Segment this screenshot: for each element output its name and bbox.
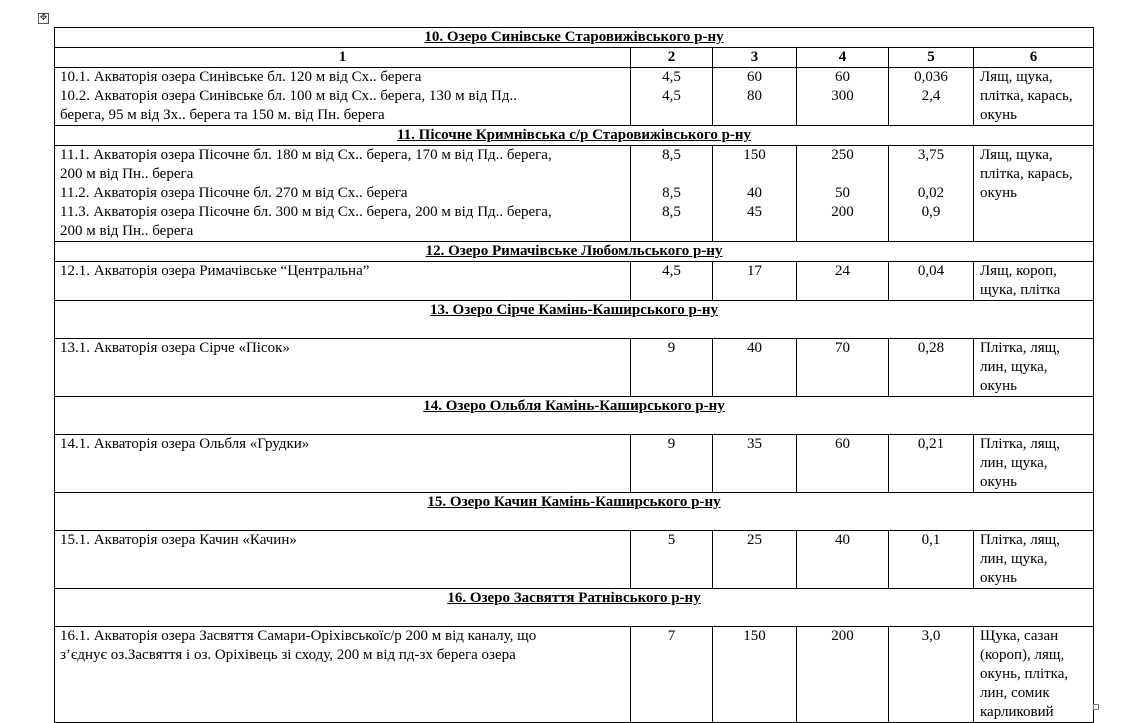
width-values: 250 50 200 [797, 146, 889, 242]
depth-value: 9 [631, 339, 713, 397]
table-row [55, 262, 1094, 301]
area-values: 0,036 2,4 [889, 68, 974, 126]
depth-value: 4,5 [631, 262, 713, 301]
area-description: 10.1. Акваторія озера Синівське бл. 120 м від Сх.. берега 10.2. Акваторія озера Синівське бл. 100 м від Сх.. берега, 130 м від Пд.. берега, 95 м від Зх.. берега та 150 м. від Пн. берега [55, 68, 631, 126]
area-description: 12.1. Акваторія озера Римачівське “Центральна” [55, 262, 631, 301]
width-value: 200 [797, 627, 889, 723]
table-row [55, 68, 1094, 126]
depth-value: 7 [631, 627, 713, 723]
column-header: 6 [974, 48, 1094, 68]
section-title: 10. Озеро Синівське Старовижівського р-ну [55, 28, 1094, 48]
section-title-row [55, 589, 1094, 627]
depth-values: 8,5 8,5 8,5 [631, 146, 713, 242]
section-title-row [55, 28, 1094, 48]
section-title-row [55, 242, 1094, 262]
table-row [55, 339, 1094, 397]
length-values: 150 40 45 [713, 146, 797, 242]
fish-species: Щука, сазан (короп), лящ, окунь, плітка, лин, сомик карликовий [974, 627, 1094, 723]
width-value: 70 [797, 339, 889, 397]
area-description: 14.1. Акваторія озера Ольбля «Грудки» [55, 435, 631, 493]
table-resize-handle[interactable] [1093, 704, 1099, 710]
length-value: 150 [713, 627, 797, 723]
column-header: 3 [713, 48, 797, 68]
width-value: 24 [797, 262, 889, 301]
length-value: 25 [713, 531, 797, 589]
depth-values: 4,5 4,5 [631, 68, 713, 126]
depth-value: 5 [631, 531, 713, 589]
width-value: 60 [797, 435, 889, 493]
area-value: 0,04 [889, 262, 974, 301]
fish-species: Плітка, лящ, лин, щука, окунь [974, 531, 1094, 589]
area-description: 16.1. Акваторія озера Засвяття Самари-Оріхівськоїс/р 200 м від каналу, що з’єднує оз.Засвяття і оз. Оріхівець зі сходу, 200 м від пд-зх берега озера [55, 627, 631, 723]
area-description: 15.1. Акваторія озера Качин «Качин» [55, 531, 631, 589]
section-title-row [55, 301, 1094, 339]
section-title: 16. Озеро Засвяття Ратнівського р-ну [55, 589, 1094, 627]
fish-species: Лящ, щука, плітка, карась, окунь [974, 146, 1094, 242]
table-row [55, 627, 1094, 723]
length-values: 60 80 [713, 68, 797, 126]
area-value: 0,28 [889, 339, 974, 397]
area-value: 0,21 [889, 435, 974, 493]
column-header: 1 [55, 48, 631, 68]
section-title: 12. Озеро Римачівське Любомльського р-ну [55, 242, 1094, 262]
column-header-row [55, 48, 1094, 68]
section-title: 13. Озеро Сірче Камінь-Каширського р-ну [55, 301, 1094, 339]
length-value: 17 [713, 262, 797, 301]
section-title-row [55, 493, 1094, 531]
column-header: 2 [631, 48, 713, 68]
column-header: 4 [797, 48, 889, 68]
section-title: 11. Пісочне Кримнівська с/р Старовижівського р-ну [55, 126, 1094, 146]
column-header: 5 [889, 48, 974, 68]
fish-species: Плітка, лящ, лин, щука, окунь [974, 339, 1094, 397]
table-row [55, 531, 1094, 589]
area-description: 13.1. Акваторія озера Сірче «Пісок» [55, 339, 631, 397]
depth-value: 9 [631, 435, 713, 493]
area-description: 11.1. Акваторія озера Пісочне бл. 180 м від Сх.. берега, 170 м від Пд.. берега, 200 м від Пн.. берега 11.2. Акваторія озера Пісочне бл. 270 м від Сх.. берега 11.3. Акваторія озера Пісочне бл. 300 м від Сх.. берега, 200 м від Пд.. берега, 200 м від Пн.. берега [55, 146, 631, 242]
width-values: 60 300 [797, 68, 889, 126]
section-title-row [55, 397, 1094, 435]
section-title: 14. Озеро Ольбля Камінь-Каширського р-ну [55, 397, 1094, 435]
length-value: 35 [713, 435, 797, 493]
section-title-row [55, 126, 1094, 146]
fish-species: Лящ, короп, щука, плітка [974, 262, 1094, 301]
move-icon: ✥ [39, 13, 48, 23]
length-value: 40 [713, 339, 797, 397]
area-value: 3,0 [889, 627, 974, 723]
table-row [55, 435, 1094, 493]
width-value: 40 [797, 531, 889, 589]
fish-species: Плітка, лящ, лин, щука, окунь [974, 435, 1094, 493]
area-value: 0,1 [889, 531, 974, 589]
fish-species: Лящ, щука, плітка, карась, окунь [974, 68, 1094, 126]
table-row [55, 146, 1094, 242]
table-move-handle[interactable] [38, 13, 49, 24]
area-values: 3,75 0,02 0,9 [889, 146, 974, 242]
section-title: 15. Озеро Качин Камінь-Каширського р-ну [55, 493, 1094, 531]
fishing-areas-table [54, 27, 1094, 723]
